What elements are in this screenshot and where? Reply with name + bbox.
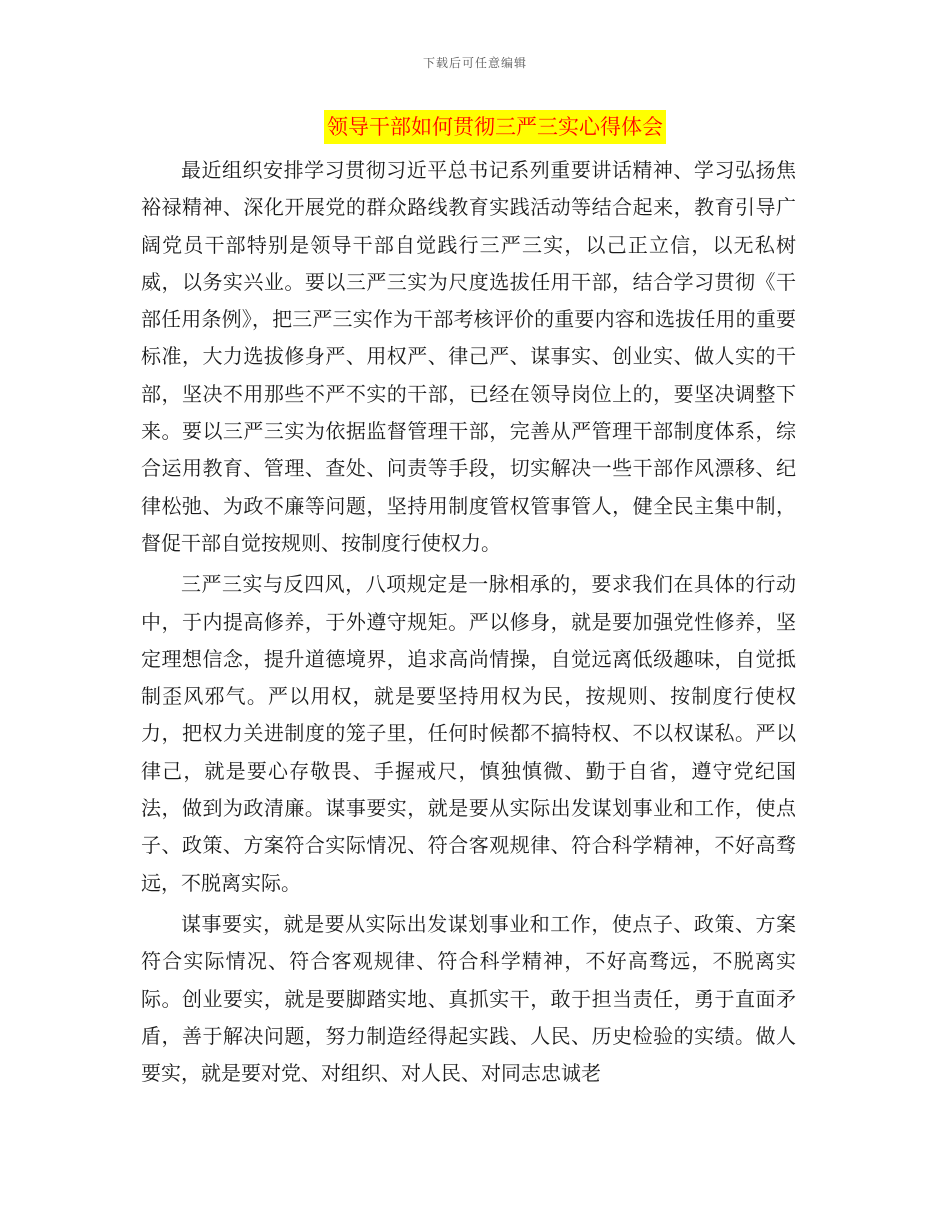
title-container: [0, 110, 950, 144]
document-title: 领导干部如何贯彻三严三实心得体会: [324, 110, 666, 144]
document-body: [141, 152, 796, 1096]
header-note: 下载后可任意编辑: [422, 56, 527, 70]
paragraph-3: 谋事要实，就是要从实际出发谋划事业和工作，使点子、政策、方案符合实际情况、符合客观规律、符合科学精神，不好高骛远，不脱离实际。创业要实，就是要脚踏实地、真抓实干，敢于担当责任，勇于直面矛盾，善于解决问题，努力制造经得起实践、人民、历史检验的实绩。做人要实，就是要对党、对组织、对人民、对同志忠诚老: [141, 911, 796, 1086]
paragraph-2: 三严三实与反四风，八项规定是一脉相承的，要求我们在具体的行动中，于内提高修养，于外遵守规矩。严以修身，就是要加强党性修养，坚定理想信念，提升道德境界，追求高尚情操，自觉远离低级趣味，自觉抵制歪风邪气。严以用权，就是要坚持用权为民，按规则、按制度行使权力，把权力关进制度的笼子里，任何时候都不搞特权、不以权谋私。严以律己，就是要心存敬畏、手握戒尺，慎独慎微、勤于自省，遵守党纪国法，做到为政清廉。谋事要实，就是要从实际出发谋划事业和工作，使点子、政策、方案符合实际情况、符合客观规律、符合科学精神，不好高骛远，不脱离实际。: [141, 572, 796, 895]
paragraph-1: 最近组织安排学习贯彻习近平总书记系列重要讲话精神、学习弘扬焦裕禄精神、深化开展党的群众路线教育实践活动等结合起来，教育引导广阔党员干部特别是领导干部自觉践行三严三实，以己正立信，以无私树威，以务实兴业。要以三严三实为尺度选拔任用干部，结合学习贯彻《干部任用条例》，把三严三实作为干部考核评价的重要内容和选拔任用的重要标准，大力选拔修身严、用权严、律己严、谋事实、创业实、做人实的干部，坚决不用那些不严不实的干部，已经在领导岗位上的，要坚决调整下来。要以三严三实为依据监督管理干部，完善从严管理干部制度体系，综合运用教育、管理、查处、问责等手段，切实解决一些干部作风漂移、纪律松弛、为政不廉等问题，坚持用制度管权管事管人，健全民主集中制，督促干部自觉按规则、按制度行使权力。: [141, 158, 796, 555]
